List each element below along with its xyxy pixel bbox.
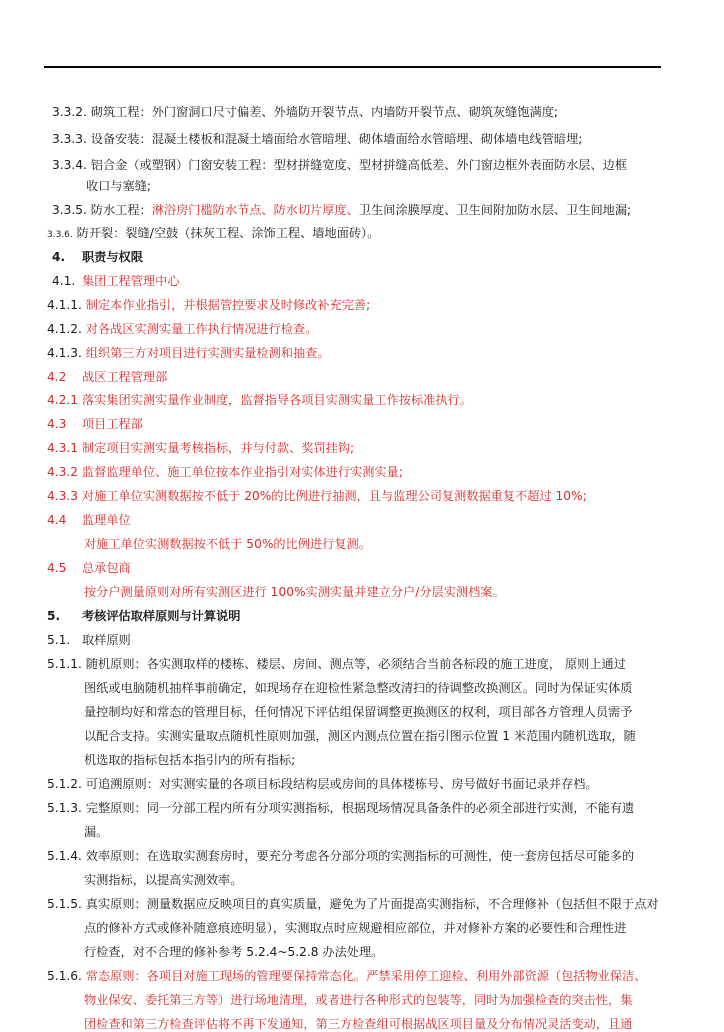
list-item-continuation: 物业保安、委托第三方等）进行场地清理，或者进行各种形式的包装等，同时为加强检查的突击性，集 — [84, 993, 633, 1007]
list-item: 5.1.5. 真实原则：测量数据应反映项目的真实质量，避免为了片面提高实测指标，不合理修补（包括但不限于点对 — [47, 897, 659, 911]
list-item-continuation: 以配合支持。实测实量取点随机性原则加强，测区内测点位置在指引图示位置 1 米范围内随机选取，随 — [84, 729, 636, 743]
list-item-continuation: 实测指标，以提高实测效率。 — [84, 873, 243, 887]
list-item-continuation: 对施工单位实测数据按不低于 50%的比例进行复测。 — [84, 537, 371, 551]
header-rule — [44, 66, 661, 68]
list-item: 5.1.4. 效率原则：在选取实测套房时，要充分考虑各分部分项的实测指标的可测性，使一套房包括尽可能多的 — [47, 849, 635, 863]
list-item: 5.1.2. 可追溯原则：对实测实量的各项目标段结构层或房间的具体楼栋号、房号做好书面记录并存档。 — [47, 777, 598, 791]
list-item: 3.3.3. 设备安装：混凝土楼板和混凝土墙面给水管暗埋、砌体墙面给水管暗埋、砌体墙电线管暗埋; — [52, 132, 583, 146]
list-item: 5.1.1. 随机原则：各实测取样的楼栋、楼层、房间、测点等，必须结合当前各标段的施工进度， 原则上通过 — [47, 657, 626, 671]
list-item: 4.1.3. 组织第三方对项目进行实测实量检测和抽查。 — [47, 346, 330, 360]
list-item: 5.1.3. 完整原则：同一分部工程内所有分项实测指标，根据现场情况具备条件的必须全部进行实测，不能有遗 — [47, 801, 635, 815]
section-heading: 4. 职责与权限 — [52, 250, 143, 264]
list-item: 4.3.1 制定项目实测实量考核指标，并与付款、奖罚挂钩; — [47, 441, 355, 455]
list-item-continuation: 量控制均好和常态的管理目标，任何情况下评估组保留调整更换测区的权利，项目部各方管理人员需予 — [84, 705, 633, 719]
list-item: 5.1. 取样原则 — [47, 633, 131, 647]
list-item: 3.3.5. 防水工程：淋浴房门槛防水节点、防水切片厚度、卫生间涂膜厚度、卫生间附加防水层、卫生间地漏; — [52, 203, 632, 217]
list-item: 4.2 战区工程管理部 — [47, 370, 168, 384]
list-item: 3.3.6. 防开裂：裂缝/空鼓（抹灰工程、涂饰工程、墙地面砖）。 — [47, 226, 380, 240]
list-item: 4.3.2 监督监理单位、施工单位按本作业指引对实体进行实测实量; — [47, 465, 403, 479]
list-item: 4.5 总承包商 — [47, 561, 131, 575]
list-item-continuation: 团检查和第三方检查评估将不再下发通知，第三方检查组可根据战区项目量及分布情况灵活变动，且通 — [84, 1017, 633, 1031]
list-item-continuation: 机选取的指标包括本指引内的所有指标; — [84, 753, 296, 767]
list-item: 3.3.2. 砌筑工程：外门窗洞口尺寸偏差、外墙防开裂节点、内墙防开裂节点、砌筑灰缝饱满度; — [52, 105, 558, 119]
list-item-continuation: 图纸或电脑随机抽样事前确定，如现场存在迎检性紧急整改清扫的待调整改换测区。同时为保证实体质 — [84, 681, 633, 695]
section-heading: 5. 考核评估取样原则与计算说明 — [47, 609, 241, 623]
list-item-continuation: 收口与塞缝; — [86, 179, 152, 193]
list-item: 4.3 项目工程部 — [47, 417, 143, 431]
list-item: 4.1.1. 制定本作业指引，并根据管控要求及时修改补充完善; — [47, 298, 371, 312]
list-item-continuation: 行检查，对不合理的修补参考 5.2.4~5.2.8 办法处理。 — [84, 945, 384, 959]
list-item-continuation: 按分户测量原则对所有实测区进行 100%实测实量并建立分户/分层实测档案。 — [84, 585, 505, 599]
list-item: 4.4 监理单位 — [47, 513, 131, 527]
list-item: 3.3.4. 铝合金（或塑钢）门窗安装工程：型材拼缝宽度、型材拼缝高低差、外门窗边框外表面防水层、边框 — [52, 158, 628, 172]
list-item-continuation: 点的修补方式或修补随意痕迹明显），实测取点时应规避相应部位，并对修补方案的必要性和合理性进 — [84, 921, 627, 935]
list-item: 4.1. 集团工程管理中心 — [52, 274, 180, 288]
list-item: 4.3.3 对施工单位实测数据按不低于 20%的比例进行抽测，且与监理公司复测数据重复不超过 10%; — [47, 489, 587, 503]
list-item: 4.1.2. 对各战区实测实量工作执行情况进行检查。 — [47, 322, 318, 336]
list-item: 5.1.6. 常态原则：各项目对施工现场的管理要保持常态化。严禁采用停工迎检、利用外部资源（包括物业保洁、 — [47, 969, 647, 983]
list-item-continuation: 漏。 — [84, 825, 109, 839]
list-item: 4.2.1 落实集团实测实量作业制度，监督指导各项目实测实量工作按标准执行。 — [47, 393, 472, 407]
